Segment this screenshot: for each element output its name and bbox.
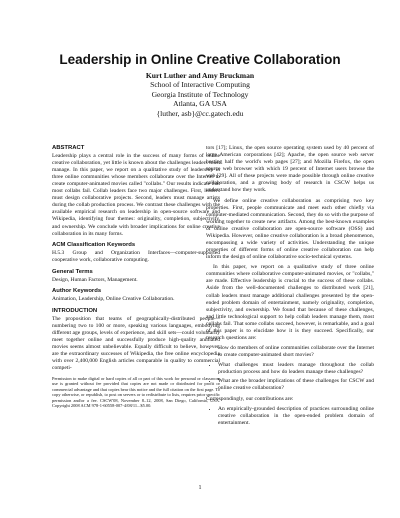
general-terms-heading: General Terms [52, 268, 93, 275]
right-column [206, 145, 374, 430]
research-questions-list [206, 345, 374, 392]
research-question-item: • How do members of online communities collaborate over the Internet to create computer-animated short movies? [218, 345, 374, 359]
research-question-item: • What challenges must leaders manage throughout the collab production process and how do leaders manage these challenges? [218, 362, 374, 376]
introduction-heading: INTRODUCTION [52, 307, 98, 314]
affiliation-location: Atlanta, GA USA [173, 99, 227, 109]
abstract-heading: ABSTRACT [52, 145, 85, 151]
definition-paragraph: We define online creative collaboration as comprising two key properties. First, people communicate and meet each other chiefly via computer-mediated communication. Second, they do so with the purpose of working together to create new artifacts. Among the best-known examples of online creative collaboration are open-source software (OSS) and Wikipedia. However, online creative collaboration is a broad phenomenon, encompassing a wide variety of activities. Understanding the unique properties of different forms of online creative collaboration can help inform the design of online collaborative socio-technical systems. [206, 197, 374, 260]
research-question-item: • What are the broader implications of these challenges for CSCW and online creative collaboration? [218, 378, 374, 392]
contributions-intro: Correspondingly, our contributions are: [206, 395, 294, 402]
introduction-text: The proposition that teams of geographically-distributed people—numbering two to 100 or more, speaking various languages, embodying different age groups, levels of experience, and skill sets—could voluntarily meet together online and successfully produce high-quality animated movies seems almost unbelievable. Equally difficult to believe, however, are the extraordinary successes of Wikipedia, the free online encyclopedia with over 2,400,000 English articles comparable in quality to commercial competi- [52, 315, 220, 372]
contributions-list [206, 406, 374, 427]
study-paragraph: In this paper, we report on a qualitative study of three online communities where collaborative computer-animated movies, or "collabs," are made. Effective leadership is crucial to the success of these collabs. Aside from the well-documented challenges to distributed work [21], collab leaders must manage additional challenges presented by the open-ended problem domain of entertainment, namely originality, completion, subjectivity, and ownership. We found that because of these challenges, and little technological support to help collab leaders manage them, most collabs fail. That some collabs succeed, however, is remarkable, and a goal of this paper is to elucidate how it is they succeed. Specifically, our research questions are: [206, 264, 374, 341]
contribution-item: • An empirically-grounded description of practices surrounding online creative collaboration in the open-ended problem domain of entertainment. [218, 406, 374, 427]
author-block [0, 71, 400, 118]
affiliation-school: School of Interactive Computing [150, 80, 250, 90]
acm-text: H.5.3 Group and Organization Interfaces—computer-supported cooperative work, collaborative computing. [52, 250, 220, 264]
keywords-text: Animation, Leadership, Online Creative Collaboration. [52, 296, 175, 303]
paper-title: Leadership in Online Creative Collaboration [59, 52, 341, 67]
author-names: Kurt Luther and Amy Bruckman [145, 71, 255, 80]
page-number: 1 [198, 485, 202, 491]
acm-heading: ACM Classification Keywords [52, 242, 136, 249]
copyright-footnote: Permission to make digital or hard copies of all or part of this work for personal or classroom use is granted without fee provided that copies are not made or distributed for profit or commercial advantage and that copies bear this notice and the full citation on the first page. To copy otherwise, or republish, to post on servers or to redistribute to lists, requires prior specific permission and/or a fee. CSCW'08, November 8–12, 2008, San Diego, California, USA. Copyright 2008 ACM 978-1-60558-007-4/08/11...$5.00. [52, 375, 220, 409]
abstract-text: Leadership plays a central role in the success of many forms of online creative collaboration, yet little is known about the challenges leaders must manage. In this paper, we report on a qualitative study of leadership in three online communities whose members collaborate over the Internet to create computer-animated movies called "collabs." Our results indicate that most collabs fail. Collab leaders face two major challenges. First, leaders must design collaborative projects. Second, leaders must manage artists during the collab production process. We contrast these challenges with the available empirical research on leadership in open-source software and Wikipedia, identifying four themes: originality, completion, subjectivity, and ownership. We conclude with broader implications for online creative collaboration in its many forms. [52, 153, 220, 237]
author-email: {luther, asb}@cc.gatech.edu [156, 108, 244, 118]
intro-continued-paragraph: tors [17]; Linux, the open source operating system used by 40 percent of large American corporations [42]; Apache, the open source web server hosting half the world's web pages [27]; and Mozilla Firefox, the open source web browser with which 19 percent of Internet users browse the web [29]. All of these projects were made possible through online creative collaboration, and a growing body of research in CSCW helps us understand how they work. [206, 145, 374, 194]
general-terms-text: Design, Human Factors, Management. [52, 276, 138, 283]
affiliation-institute: Georgia Institute of Technology [151, 89, 249, 99]
left-column [52, 145, 220, 412]
keywords-heading: Author Keywords [52, 288, 102, 295]
